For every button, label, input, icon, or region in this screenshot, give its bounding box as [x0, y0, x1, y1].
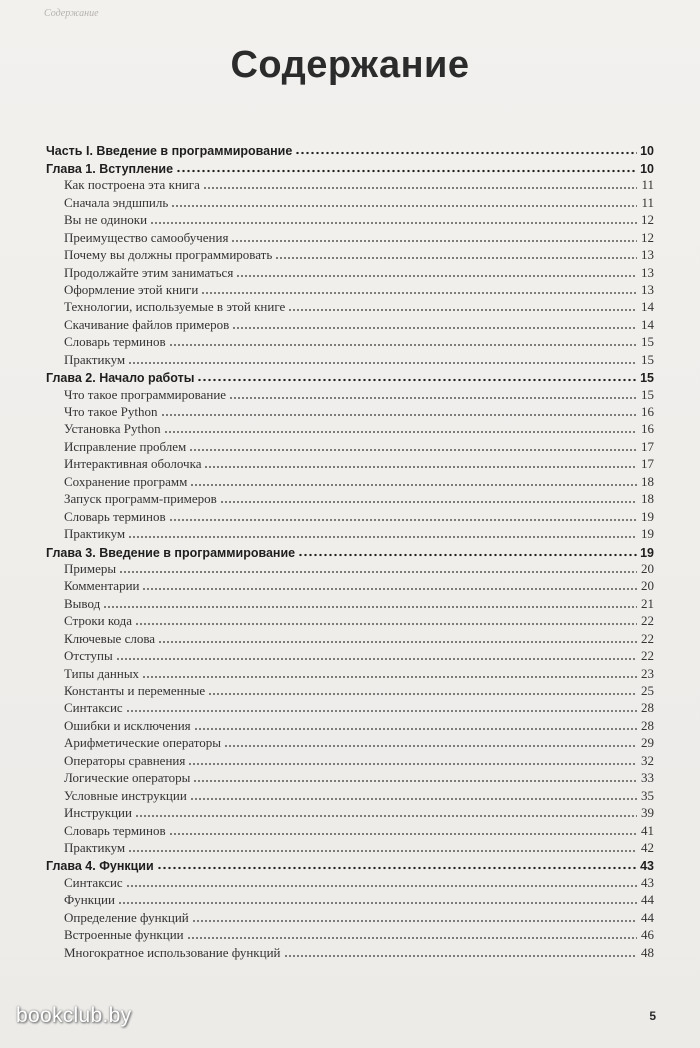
toc-entry-label: Вывод — [64, 595, 101, 611]
toc-entry-label: Преимущество самообучения — [64, 229, 229, 245]
dot-leader — [236, 274, 637, 278]
toc-entry-row — [46, 333, 654, 350]
toc-entry-row — [46, 507, 654, 524]
toc-entry-label: Словарь терминов — [64, 508, 166, 524]
dot-leader — [128, 361, 637, 365]
toc-entry-label: Сначала эндшпиль — [64, 194, 169, 210]
toc-entry-label: Синтаксис — [64, 700, 123, 716]
dot-leader — [288, 308, 637, 312]
toc-page-number: 19 — [640, 545, 654, 560]
toc-entry-row — [46, 176, 654, 193]
toc-entry-row — [46, 594, 654, 611]
dot-leader — [188, 762, 637, 766]
toc-entry-label: Типы данных — [64, 665, 140, 681]
toc-entry-row — [46, 629, 654, 646]
toc-page-number: 41 — [641, 822, 654, 838]
toc-entry-label: Определение функций — [64, 909, 189, 925]
dot-leader — [135, 814, 637, 818]
dot-leader — [231, 239, 637, 243]
toc-entry-label: Оформление этой книги — [64, 281, 199, 297]
toc-entry-label: Практикум — [64, 526, 126, 542]
toc-entry-row — [46, 228, 654, 245]
toc-entry-label: Строки кода — [64, 613, 133, 629]
toc-page-number: 48 — [641, 944, 654, 960]
toc-entry-row — [46, 403, 654, 420]
watermark-brand: bookclub.by — [16, 1004, 132, 1027]
dot-leader — [164, 430, 637, 434]
dot-leader — [284, 954, 638, 958]
toc-entry-row — [46, 821, 654, 838]
toc-entry-row — [46, 525, 654, 542]
dot-leader — [203, 186, 637, 190]
dot-leader — [232, 326, 637, 330]
dot-leader — [224, 744, 637, 748]
toc-entry-row — [46, 560, 654, 577]
dot-leader — [126, 709, 637, 713]
toc-page-number: 15 — [641, 334, 654, 350]
toc-entry-label: Глава 4. Функции — [46, 859, 154, 874]
toc-page-number: 13 — [641, 247, 654, 263]
toc-entry-row — [46, 943, 654, 960]
dot-leader — [142, 675, 637, 679]
toc-page-number: 13 — [641, 264, 654, 280]
toc-entry-label: Скачивание файлов примеров — [64, 316, 230, 332]
page-title: Содержание — [230, 44, 470, 86]
toc-entry-row — [46, 490, 654, 507]
toc-entry-row — [46, 908, 654, 925]
toc-entry-label: Встроенные функции — [64, 927, 184, 943]
toc-page-number: 10 — [640, 161, 654, 176]
toc-entry-row — [46, 734, 654, 751]
dot-leader — [150, 221, 637, 225]
toc-entry-row — [46, 193, 654, 210]
toc-entry-label: Запуск программ-примеров — [64, 491, 217, 507]
toc-page-number: 14 — [641, 299, 654, 315]
table-of-contents — [46, 141, 654, 961]
dot-leader — [119, 570, 637, 574]
toc-page-number: 28 — [641, 717, 654, 733]
toc-page-number: 18 — [641, 491, 654, 507]
dot-leader — [128, 535, 637, 539]
dot-leader — [118, 901, 637, 905]
toc-entry-label: Ключевые слова — [64, 630, 156, 646]
toc-entry-label: Установка Python — [64, 421, 161, 437]
toc-page-number: 28 — [641, 700, 654, 716]
dot-leader — [295, 151, 637, 155]
dot-leader — [103, 605, 637, 609]
toc-entry-label: Часть I. Введение в программирование — [46, 144, 293, 159]
toc-entry-row — [46, 873, 654, 890]
dot-leader — [169, 518, 637, 522]
dot-leader — [158, 640, 637, 644]
toc-entry-row — [46, 437, 654, 454]
toc-chapter-row — [46, 158, 654, 175]
toc-page-number: 15 — [641, 351, 654, 367]
toc-page-number: 42 — [641, 839, 654, 855]
dot-leader — [197, 378, 637, 382]
toc-entry-label: Операторы сравнения — [64, 752, 186, 768]
dot-leader — [190, 483, 637, 487]
toc-entry-label: Как построена эта книга — [64, 177, 200, 193]
toc-entry-label: Функции — [64, 892, 115, 908]
toc-chapter-row — [46, 542, 654, 559]
toc-entry-label: Константы и переменные — [64, 683, 206, 698]
toc-entry-label: Почему вы должны программировать — [64, 247, 273, 263]
toc-page-number: 12 — [641, 212, 654, 228]
page-number: 5 — [649, 1009, 656, 1023]
toc-page-number: 29 — [641, 735, 654, 751]
toc-entry-row — [46, 786, 654, 803]
toc-entry-label: Исправление проблем — [64, 438, 187, 454]
dot-leader — [171, 204, 637, 208]
toc-entry-label: Глава 3. Введение в программирование — [46, 545, 296, 560]
toc-entry-label: Ошибки и исключения — [64, 717, 191, 733]
dot-leader — [192, 919, 637, 923]
toc-page-number: 18 — [641, 473, 654, 489]
dot-leader — [135, 622, 637, 626]
running-header: Содержание — [44, 8, 99, 19]
dot-leader — [116, 657, 637, 661]
dot-leader — [169, 343, 637, 347]
toc-entry-label: Арифметические операторы — [64, 735, 222, 751]
dot-leader — [298, 553, 637, 557]
dot-leader — [220, 500, 637, 504]
toc-entry-row — [46, 926, 654, 943]
toc-page-number: 22 — [641, 630, 654, 646]
toc-entry-label: Сохранение программ — [64, 473, 188, 489]
toc-page-number: 11 — [641, 194, 654, 210]
toc-page-number: 25 — [641, 683, 654, 698]
toc-entry-label: Практикум — [64, 351, 126, 367]
dot-leader — [176, 169, 637, 173]
dot-leader — [190, 797, 637, 801]
toc-page-number: 19 — [641, 526, 654, 542]
toc-page-number: 16 — [641, 404, 654, 419]
toc-page-number: 39 — [641, 805, 654, 821]
toc-page-number: 20 — [641, 560, 654, 576]
toc-page-number: 11 — [641, 177, 654, 193]
toc-entry-row — [46, 281, 654, 298]
toc-entry-row — [46, 246, 654, 263]
toc-page-number: 17 — [641, 438, 654, 454]
toc-page-number: 13 — [641, 281, 654, 297]
toc-entry-row — [46, 211, 654, 228]
toc-page-number: 44 — [641, 909, 654, 925]
toc-entry-label: Словарь терминов — [64, 334, 166, 350]
toc-page-number: 46 — [641, 927, 654, 943]
dot-leader — [142, 587, 637, 591]
dot-leader — [229, 396, 637, 400]
toc-entry-label: Глава 2. Начало работы — [46, 371, 195, 386]
toc-page-number: 16 — [641, 421, 654, 437]
toc-chapter-row — [46, 856, 654, 873]
toc-page-number: 10 — [640, 144, 654, 159]
toc-page-number: 17 — [641, 456, 654, 472]
toc-entry-row — [46, 804, 654, 821]
toc-entry-label: Вы не одиноки — [64, 212, 148, 228]
dot-leader — [204, 465, 637, 469]
toc-entry-label: Словарь терминов — [64, 822, 166, 838]
toc-page-number: 14 — [641, 316, 654, 332]
toc-entry-label: Условные инструкции — [64, 787, 187, 803]
toc-chapter-row — [46, 141, 654, 158]
dot-leader — [194, 727, 637, 731]
toc-page-number: 12 — [641, 229, 654, 245]
toc-entry-row — [46, 263, 654, 280]
toc-entry-label: Интерактивная оболочка — [64, 456, 202, 472]
toc-page-number: 23 — [641, 665, 654, 681]
toc-page-number: 22 — [641, 648, 654, 664]
toc-page-number: 43 — [640, 859, 654, 874]
toc-entry-label: Технологии, используемые в этой книге — [64, 299, 286, 315]
dot-leader — [275, 256, 637, 260]
toc-entry-row — [46, 577, 654, 594]
dot-leader — [157, 866, 637, 870]
dot-leader — [187, 936, 637, 940]
dot-leader — [193, 779, 637, 783]
toc-page-number: 19 — [641, 508, 654, 524]
dot-leader — [189, 448, 637, 452]
toc-entry-row — [46, 647, 654, 664]
toc-entry-row — [46, 682, 654, 699]
toc-entry-row — [46, 891, 654, 908]
toc-page-number: 33 — [641, 770, 654, 786]
dot-leader — [169, 832, 637, 836]
toc-entry-label: Продолжайте этим заниматься — [64, 264, 234, 280]
toc-page-number: 15 — [641, 386, 654, 402]
toc-entry-label: Логические операторы — [64, 770, 191, 786]
toc-entry-row — [46, 716, 654, 733]
dot-leader — [161, 413, 638, 417]
toc-entry-row — [46, 699, 654, 716]
toc-page-number: 43 — [641, 874, 654, 890]
toc-page-number: 32 — [641, 752, 654, 768]
toc-page-number: 35 — [641, 787, 654, 803]
dot-leader — [208, 692, 637, 696]
toc-entry-label: Комментарии — [64, 578, 140, 594]
toc-entry-label: Практикум — [64, 839, 126, 855]
dot-leader — [128, 849, 637, 853]
toc-entry-row — [46, 839, 654, 856]
dot-leader — [126, 884, 637, 888]
toc-entry-label: Глава 1. Вступление — [46, 161, 174, 176]
toc-entry-label: Инструкции — [64, 805, 132, 821]
toc-entry-row — [46, 455, 654, 472]
toc-entry-label: Отступы — [64, 648, 113, 664]
toc-page-number: 44 — [641, 892, 654, 908]
toc-chapter-row — [46, 368, 654, 385]
toc-entry-row — [46, 315, 654, 332]
toc-entry-label: Что такое Python — [64, 404, 158, 419]
toc-entry-row — [46, 420, 654, 437]
toc-entry-label: Примеры — [64, 560, 117, 576]
toc-entry-row — [46, 472, 654, 489]
toc-page-number: 21 — [641, 595, 654, 611]
toc-entry-row — [46, 298, 654, 315]
dot-leader — [201, 291, 637, 295]
toc-page-number: 22 — [641, 613, 654, 629]
toc-entry-label: Синтаксис — [64, 874, 123, 890]
toc-entry-row — [46, 751, 654, 768]
toc-entry-row — [46, 612, 654, 629]
toc-entry-label: Многократное использование функций — [64, 944, 281, 960]
toc-entry-label: Что такое программирование — [64, 386, 227, 402]
toc-entry-row — [46, 350, 654, 367]
toc-page-number: 15 — [640, 371, 654, 386]
toc-page-number: 20 — [641, 578, 654, 594]
toc-entry-row — [46, 769, 654, 786]
toc-entry-row — [46, 664, 654, 681]
toc-entry-row — [46, 385, 654, 402]
